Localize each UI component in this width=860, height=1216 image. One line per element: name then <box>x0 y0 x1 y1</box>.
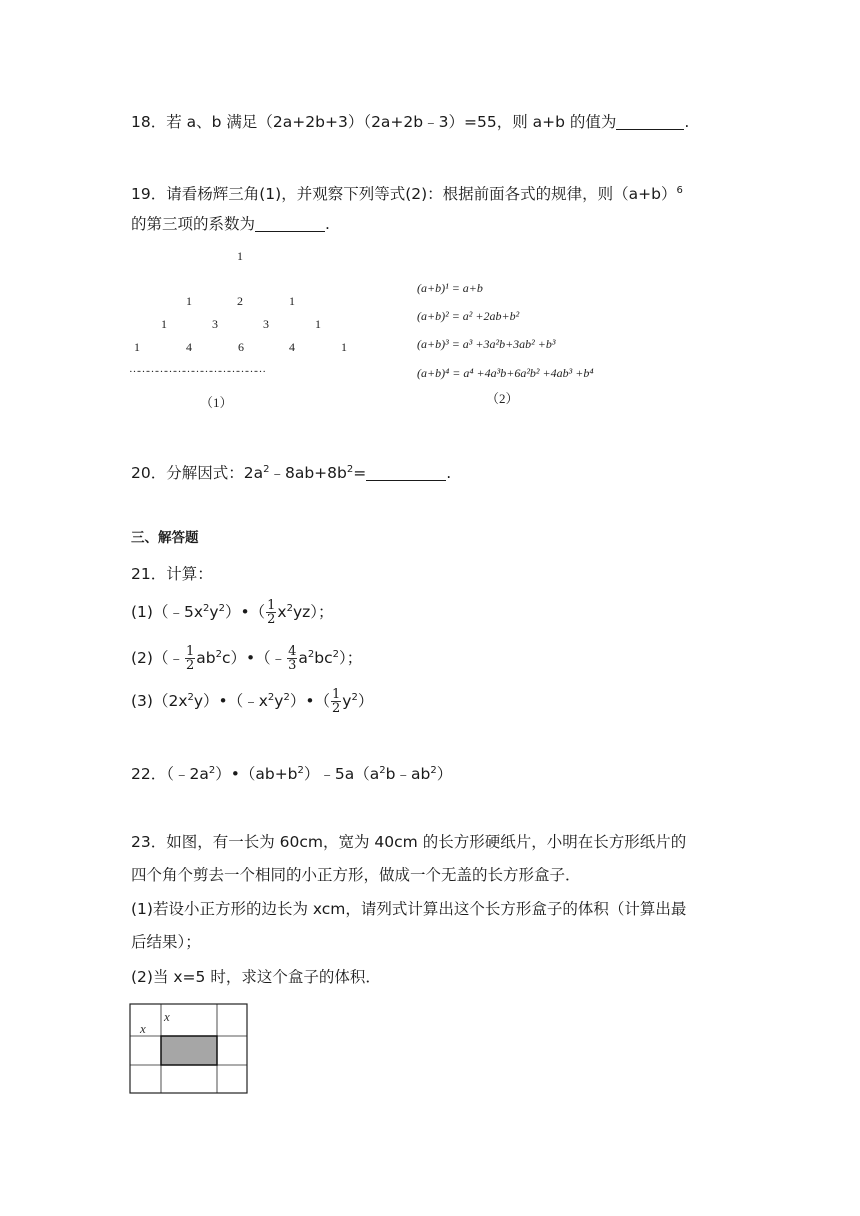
triangle-number: 2 <box>237 294 243 308</box>
binomial-equation: (a+b)³ = a³ +3a²b+3ab² +b³ <box>417 337 556 351</box>
answer-blank <box>255 215 325 232</box>
side-label-x: x <box>140 1021 146 1036</box>
answer-blank <box>616 113 684 130</box>
binomial-equation: (a+b)¹ = a+b <box>417 281 483 295</box>
question-23-part-1: (1)若设小正方形的边长为 xcm，请列式计算出这个长方形盒子的体积（计算出最 <box>131 900 687 918</box>
triangle-number: 4 <box>289 340 295 354</box>
question-23-part-1-cont: 后结果）； <box>131 933 201 951</box>
figure-label-1: （1） <box>200 395 233 410</box>
side-label-x: x <box>164 1009 170 1024</box>
triangle-number: 1 <box>289 294 295 308</box>
binomial-equation: (a+b)⁴ = a⁴ +4a³b+6a²b² +4ab³ +b⁴ <box>417 366 594 380</box>
section-heading: 三、解答题 <box>131 530 199 546</box>
question-22: 22．$(﹣2a^2)•(ab+b^2)﹣5a(a^2b﹣ab^2)$ <box>131 765 453 783</box>
answer-blank <box>366 464 446 481</box>
triangle-number: 3 <box>263 317 269 331</box>
question-23-part-2: (2)当 x=5 时，求这个盒子的体积． <box>131 968 381 986</box>
continuation-dots: ……………………………………… <box>129 363 264 375</box>
fraction: $\frac{1}{2}$ <box>185 644 195 673</box>
triangle-number: 4 <box>186 340 192 354</box>
binomial-equation: (a+b)² = a² +2ab+b² <box>417 309 520 323</box>
question-20: 20．分解因式：$2a^2﹣8ab+8b^2=$ . <box>131 464 452 482</box>
box-base-shaded <box>161 1036 217 1065</box>
fraction: $\frac{1}{2}$ <box>267 598 276 627</box>
triangle-number: 1 <box>341 340 347 354</box>
fraction: $\frac{4}{3}$ <box>288 644 297 673</box>
question-19-line-1: 19．请看杨辉三角(1)，并观察下列等式(2)：根据前面各式的规律，则$(a+b)^6$ <box>131 185 683 203</box>
triangle-number: 1 <box>186 294 192 308</box>
triangle-number: 1 <box>134 340 140 354</box>
triangle-number: 6 <box>238 340 244 354</box>
question-18: 18．若 a、b 满足（2a+2b+3）（2a+2b﹣3）=55，则 a+b 的值为 . <box>131 113 690 131</box>
triangle-number: 1 <box>315 317 321 331</box>
question-21-part-2: (2)（﹣ $\frac{1}{2}$ $ab^2c)•(﹣$ $\frac{4}{3}$ $a^2bc^2$）； <box>131 644 363 673</box>
cardboard-cutout-figure <box>129 1003 249 1095</box>
question-23-line-1: 23．如图，有一长为 60cm，宽为 40cm 的长方形硬纸片，小明在长方形纸片的 <box>131 833 687 851</box>
question-21-part-1: $(1)(﹣5x^2y^2)•$（ $\frac{1}{2}$ $x^2yz$）； <box>131 598 334 627</box>
question-21-title: 21．计算： <box>131 565 213 583</box>
triangle-number: 1 <box>161 317 167 331</box>
fraction: $\frac{1}{2}$ <box>331 687 341 716</box>
figure-label-2: （2） <box>486 391 519 406</box>
triangle-number: 1 <box>237 249 243 263</box>
question-19-line-2: 的第三项的系数为 . <box>131 215 330 233</box>
question-23-line-2: 四个角个剪去一个相同的小正方形，做成一个无盖的长方形盒子． <box>131 866 581 884</box>
triangle-number: 3 <box>212 317 218 331</box>
question-21-part-3: $(3)(2x^2y)•(﹣x^2y^2)•$（ $\frac{1}{2}$ $y^2$） <box>131 687 374 716</box>
